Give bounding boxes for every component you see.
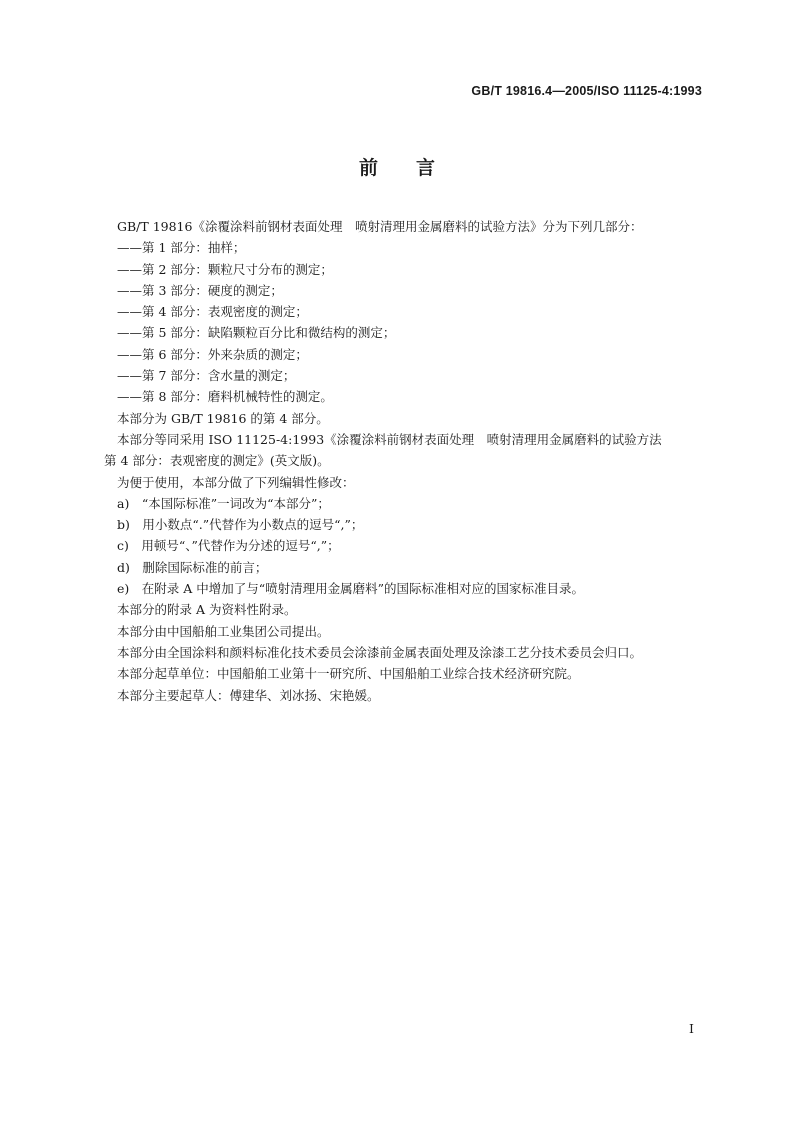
standard-code-header: GB/T 19816.4—2005/ISO 11125-4:1993 [471,84,702,98]
edit-intro: 为便于使用，本部分做了下列编辑性修改： [117,474,355,490]
part-statement: 本部分为 GB/T 19816 的第 4 部分。 [117,410,329,426]
edit-item-a: a) “本国际标准”一词改为“本部分”； [117,495,330,511]
part-list-item-6: ——第 6 部分：外来杂质的测定； [117,346,308,362]
intro-paragraph: GB/T 19816《涂覆涂料前钢材表面处理 喷射清理用金属磨料的试验方法》分为下列几部分： [117,219,643,234]
part-list-item-7: ——第 7 部分：含水量的测定； [117,368,296,384]
part-list-item-1: ——第 1 部分：抽样； [117,240,246,256]
edit-item-b: b) 用小数点“.”代替作为小数点的逗号“,”； [117,517,364,533]
foreword-body [104,216,704,706]
adoption-line-2: 第 4 部分：表观密度的测定》(英文版)。 [104,453,330,469]
part-list-item-8: ——第 8 部分：磨料机械特性的测定。 [117,389,333,405]
part-list-item-2: ——第 2 部分：颗粒尺寸分布的测定； [117,261,333,277]
drafting-units: 本部分起草单位：中国船舶工业第十一研究所、中国船舶工业综合技术经济研究院。 [117,666,580,682]
edit-item-c: c) 用顿号“、”代替作为分述的逗号“,”； [117,538,340,554]
edit-item-d: d) 删除国际标准的前言； [117,559,268,575]
annex-note: 本部分的附录 A 为资料性附录。 [117,602,297,618]
page-title: 前言 [358,157,473,179]
adoption-paragraph [104,429,704,472]
adoption-line-1: 本部分等同采用 ISO 11125-4:1993《涂覆涂料前钢材表面处理 喷射清理用金属磨料的试验方法 [117,431,662,447]
proposed-by: 本部分由中国船舶工业集团公司提出。 [117,623,330,639]
part-list-item-5: ——第 5 部分：缺陷颗粒百分比和微结构的测定； [117,325,396,341]
edit-item-e: e) 在附录 A 中增加了与“喷射清理用金属磨料”的国际标准相对应的国家标准目录。 [117,581,585,597]
part-list-item-3: ——第 3 部分：硬度的测定； [117,282,283,298]
part-list-item-4: ——第 4 部分：表观密度的测定； [117,304,308,320]
drafters: 本部分主要起草人：傅建华、刘冰扬、宋艳媛。 [117,687,380,703]
page-number: I [689,1021,694,1036]
managed-by: 本部分由全国涂料和颜料标准化技术委员会涂漆前金属表面处理及涂漆工艺分技术委员会归口。 [117,644,643,660]
